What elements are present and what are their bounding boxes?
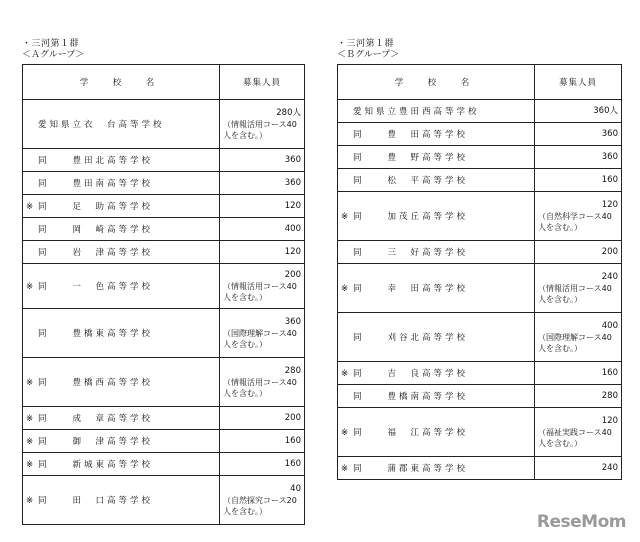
table-row (338, 408, 622, 457)
school-name: 同 一 色高等学校 (38, 282, 154, 292)
capacity-cell (535, 123, 622, 146)
group-b-subheading: ＜Ｂグループ＞ (337, 50, 400, 60)
school-name: 同 松 平高等学校 (353, 176, 469, 186)
capacity-cell (535, 192, 622, 241)
asterisk-mark: ※ (26, 414, 34, 424)
asterisk-mark: ※ (26, 378, 34, 388)
school-cell (23, 358, 220, 407)
capacity-value: 200 (601, 246, 618, 257)
capacity-value: 360 (284, 154, 301, 165)
capacity-value: 360 (284, 316, 301, 327)
group-b-heading: ・三河第１群 (337, 39, 395, 49)
capacity-value: 360 (284, 177, 301, 188)
capacity-value: 200 (284, 412, 301, 423)
school-cell (338, 100, 535, 123)
capacity-value: 360 (601, 151, 618, 162)
capacity-cell (220, 358, 305, 407)
school-cell (23, 264, 220, 309)
capacity-cell (535, 408, 622, 457)
course-note: （情報活用コース40人を含む。） (538, 283, 612, 304)
table-row (338, 169, 622, 192)
capacity-cell (220, 430, 305, 453)
school-column-header: 学 校 名 (338, 65, 535, 100)
course-note: （自然科学コース40人を含む。） (538, 211, 612, 232)
capacity-value: 280人 (276, 107, 301, 118)
capacity-cell (535, 457, 622, 480)
table-row (338, 264, 622, 313)
table-row (338, 385, 622, 408)
table-row (338, 362, 622, 385)
school-cell (23, 218, 220, 241)
school-cell (338, 192, 535, 241)
capacity-cell (535, 313, 622, 362)
capacity-cell (220, 149, 305, 172)
capacity-cell (535, 169, 622, 192)
table-row (23, 241, 305, 264)
school-cell (23, 476, 220, 525)
table-row (23, 453, 305, 476)
capacity-cell (220, 453, 305, 476)
school-cell (338, 169, 535, 192)
course-note: （福祉実践コース40人を含む。） (538, 427, 612, 448)
capacity-value: 360 (601, 128, 618, 139)
capacity-cell (535, 146, 622, 169)
capacity-value: 200 (284, 269, 301, 280)
asterisk-mark: ※ (26, 437, 34, 447)
school-name: 同 刈谷北高等学校 (353, 333, 469, 343)
school-name: 同 岡 崎高等学校 (38, 225, 154, 235)
capacity-cell (535, 241, 622, 264)
asterisk-mark: ※ (26, 282, 34, 292)
school-cell (23, 100, 220, 149)
table-row (23, 309, 305, 358)
capacity-value: 120 (284, 200, 301, 211)
group-a-table (22, 64, 305, 525)
capacity-value: 280 (284, 365, 301, 376)
school-name: 同 足 助高等学校 (38, 202, 154, 212)
course-note: （情報活用コース40人を含む。） (223, 119, 297, 140)
asterisk-mark: ※ (341, 369, 349, 379)
capacity-column-header: 募集人員 (535, 65, 622, 100)
group-a-heading: ・三河第１群 (22, 39, 80, 49)
capacity-value: 360人 (593, 105, 618, 116)
asterisk-mark: ※ (341, 464, 349, 474)
school-name: 同 豊橋西高等学校 (38, 378, 154, 388)
capacity-cell (220, 309, 305, 358)
table-row (23, 264, 305, 309)
capacity-cell (220, 218, 305, 241)
school-name: 同 吉 良高等学校 (353, 369, 469, 379)
asterisk-mark: ※ (26, 460, 34, 470)
school-name: 同 三 好高等学校 (353, 248, 469, 258)
capacity-value: 120 (601, 199, 618, 210)
school-name: 同 豊 田高等学校 (353, 130, 469, 140)
capacity-value: 120 (601, 415, 618, 426)
school-cell (338, 146, 535, 169)
school-name: 同 田 口高等学校 (38, 496, 154, 506)
school-name: 同 豊橋東高等学校 (38, 329, 154, 339)
school-cell (338, 313, 535, 362)
asterisk-mark: ※ (341, 212, 349, 222)
school-cell (23, 309, 220, 358)
table-row (23, 172, 305, 195)
school-name: 同 豊田南高等学校 (38, 179, 154, 189)
capacity-value: 120 (284, 246, 301, 257)
table-row (338, 241, 622, 264)
capacity-cell (220, 407, 305, 430)
capacity-value: 240 (601, 462, 618, 473)
school-cell (23, 430, 220, 453)
school-name: 愛知県立豊田西高等学校 (353, 107, 480, 117)
table-row (338, 123, 622, 146)
capacity-value: 400 (284, 223, 301, 234)
school-name: 同 成 章高等学校 (38, 414, 154, 424)
asterisk-mark: ※ (341, 428, 349, 438)
school-name: 同 岩 津高等学校 (38, 248, 154, 258)
school-cell (338, 408, 535, 457)
resemom-logo: ReseMom (536, 512, 626, 532)
table-row (23, 430, 305, 453)
capacity-cell (535, 362, 622, 385)
course-note: （国際理解コース40人を含む。） (223, 328, 297, 349)
capacity-column-header: 募集人員 (220, 65, 305, 100)
school-cell (23, 149, 220, 172)
school-name: 同 加茂丘高等学校 (353, 212, 469, 222)
school-name: 同 新城東高等学校 (38, 460, 154, 470)
capacity-cell (535, 100, 622, 123)
capacity-value: 160 (601, 367, 618, 378)
table-row (338, 192, 622, 241)
school-name: 同 豊田北高等学校 (38, 156, 154, 166)
school-cell (338, 241, 535, 264)
school-name: 同 幸 田高等学校 (353, 284, 469, 294)
school-name: 愛知県立衣 台高等学校 (38, 120, 165, 130)
group-b (337, 38, 622, 480)
school-cell (338, 362, 535, 385)
school-cell (23, 407, 220, 430)
table-row (338, 146, 622, 169)
table-row (23, 358, 305, 407)
capacity-value: 160 (601, 174, 618, 185)
capacity-cell (220, 241, 305, 264)
course-note: （情報活用コース40人を含む。） (223, 281, 297, 302)
table-row (338, 457, 622, 480)
capacity-value: 160 (284, 458, 301, 469)
group-b-table (337, 64, 622, 480)
asterisk-mark: ※ (341, 284, 349, 294)
capacity-cell (220, 195, 305, 218)
table-row (23, 100, 305, 149)
capacity-cell (220, 264, 305, 309)
group-a (22, 38, 305, 525)
course-note: （国際理解コース40人を含む。） (538, 332, 612, 353)
table-row (338, 100, 622, 123)
school-cell (23, 453, 220, 476)
capacity-value: 400 (601, 320, 618, 331)
school-name: 同 豊橋南高等学校 (353, 392, 469, 402)
asterisk-mark: ※ (26, 202, 34, 212)
school-name: 同 福 江高等学校 (353, 428, 469, 438)
capacity-cell (535, 385, 622, 408)
school-cell (338, 264, 535, 313)
school-name: 同 豊 野高等学校 (353, 153, 469, 163)
school-cell (338, 385, 535, 408)
school-name: 同 蒲郡東高等学校 (353, 464, 469, 474)
table-row (23, 149, 305, 172)
group-a-subheading: ＜Ａグループ＞ (22, 50, 85, 60)
asterisk-mark: ※ (26, 496, 34, 506)
capacity-cell (220, 100, 305, 149)
capacity-cell (220, 172, 305, 195)
table-row (338, 313, 622, 362)
school-cell (23, 241, 220, 264)
school-cell (338, 457, 535, 480)
school-name: 同 御 津高等学校 (38, 437, 154, 447)
capacity-cell (220, 476, 305, 525)
school-cell (23, 195, 220, 218)
capacity-value: 240 (601, 271, 618, 282)
capacity-cell (535, 264, 622, 313)
course-note: （情報活用コース40人を含む。） (223, 377, 297, 398)
capacity-value: 160 (284, 435, 301, 446)
course-note: （自然探究コース20人を含む。） (223, 495, 297, 516)
school-column-header: 学 校 名 (23, 65, 220, 100)
capacity-value: 40 (290, 483, 301, 494)
table-row (23, 476, 305, 525)
school-cell (23, 172, 220, 195)
table-row (23, 218, 305, 241)
table-row (23, 195, 305, 218)
school-cell (338, 123, 535, 146)
capacity-value: 280 (601, 390, 618, 401)
table-row (23, 407, 305, 430)
